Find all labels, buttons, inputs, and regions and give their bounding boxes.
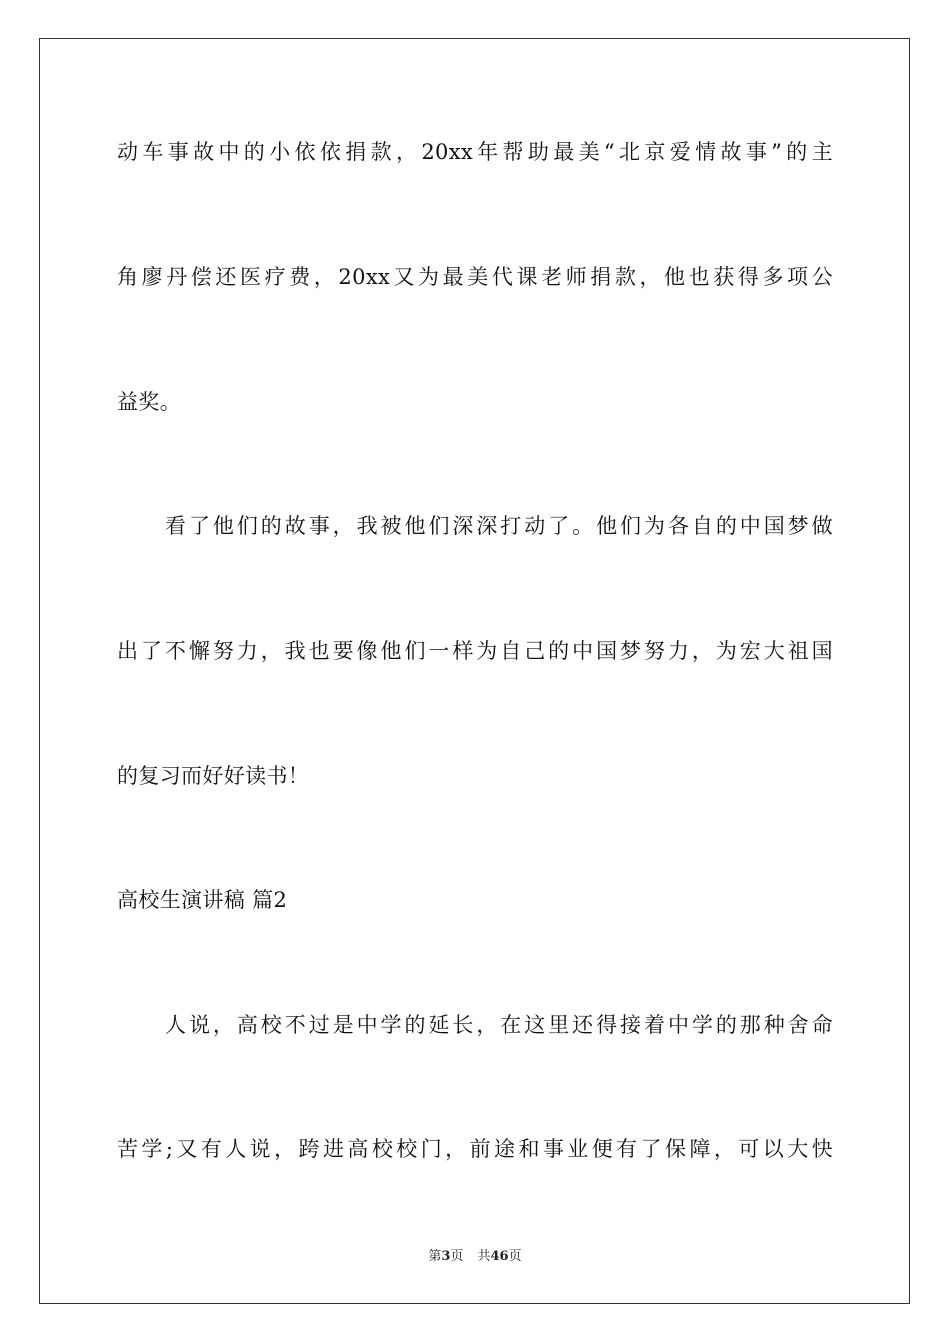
total-suffix: 页 (508, 1249, 522, 1264)
paragraph-1-line-2: 角廖丹偿还医疗费，20xx又为最美代课老师捐款，他也获得多项公 (117, 265, 833, 289)
page-suffix: 页 (450, 1249, 464, 1264)
total-pages: 46 (490, 1249, 509, 1264)
page-number: 3 (441, 1249, 451, 1264)
total-prefix: 共 (477, 1249, 491, 1264)
page-footer (0, 1248, 950, 1266)
paragraph-1-line-1: 动车事故中的小依依捐款，20xx年帮助最美“北京爱情故事”的主 (117, 140, 833, 164)
paragraph-2-line-2: 出了不懈努力，我也要像他们一样为自己的中国梦努力，为宏大祖国 (117, 639, 833, 663)
section-heading: 高校生演讲稿 篇2 (117, 888, 288, 912)
section-paragraph-line-2: 苦学;又有人说，跨进高校校门，前途和事业便有了保障，可以大快 (117, 1137, 833, 1161)
page-border (39, 38, 910, 1304)
page-prefix: 第 (428, 1249, 442, 1264)
paragraph-2-line-1: 看了他们的故事，我被他们深深打动了。他们为各自的中国梦做 (165, 514, 833, 538)
paragraph-1-line-3: 益奖。 (117, 390, 182, 414)
paragraph-2-line-3: 的复习而好好读书！ (117, 764, 310, 788)
section-paragraph-line-1: 人说，高校不过是中学的延长，在这里还得接着中学的那种舍命 (165, 1013, 833, 1037)
